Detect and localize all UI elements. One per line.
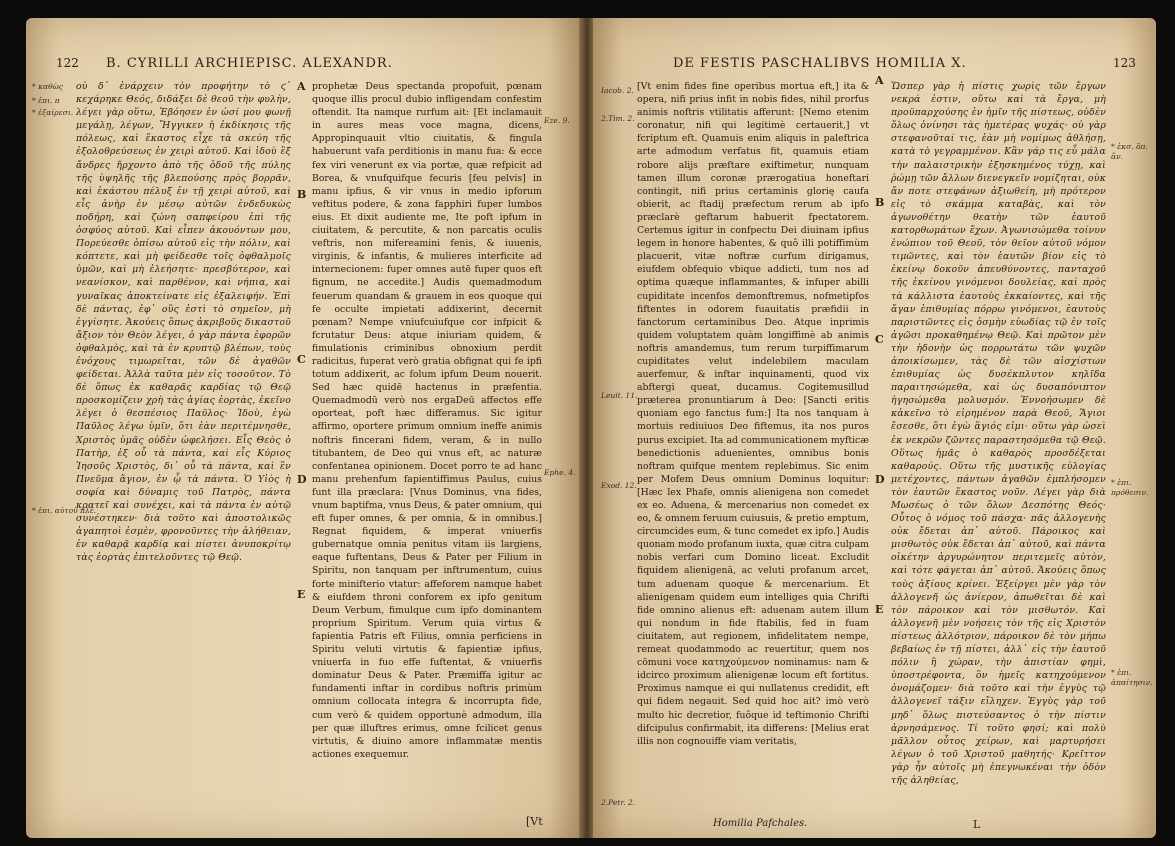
left-right-margin-note-1: Eze. 9.: [544, 116, 570, 125]
left-page-number: 122: [56, 56, 79, 70]
right-latin-column: [Vt enim fides fine operibus mortua eft,] ita & opera, nifi prius infit in nobis fides, nihil prorfus animis noftris vtilitatis afferunt: [Nemo etenim coronatur, nifi qui legitimè certauerit,] vt fcriptum eft. Quamuis enim aliquis in paleftrica arte admodum verfatus fit, quamuis etiam robore alijs præftare exiftimetur, nunquam tamen illum coronæ prærogatiua honeftari contingit, nifi prius certaminis glorię caufa obierit, ac ftadij præfectum rerum ab ipfo præclarè geftarum habuerit fpectatorem. Certemus igitur in confpectu Dei diuinam ipfius legem in honore habentes, & quô illi potiffimùm placuerit, vitæ noftræ curfum dirigamus, eiufdem obfequio vbique addicti, tum nos ad optima quæque inflammantes, & infuper abilli cupiditate incenfos demonftremus, nofmetipfos fiftentes in odorem fuauitatis præfidii in fanctorum certaminibus Deo. Atque inprimis quidem voluptatem quàm longiffimè ab animis noftris amandemus, tum rerum turpiffimarum cupiditates velut indelebilem maculam auerfemur, & inftar inquinamenti, quod vix abftergi queat, ducamus. Cogitemusillud præterea pronuntiarum à Deo: [Sancti eritis quoniam ego fanctus fum:] Ita nos tanquam à mortuis rediuiuos Deo fiftemus, ita nos puros purus excipiet. Ita ad communicationem myfticæ benedictionis aduenientes, omnibus bonis noftram quifque mentem replebimus. Sic enim per Mofem Deus omnium Dominus loquitur: [Hæc lex Phafe, omnis alienigena non comedet ex eo. Aduena, & mercenarius non comedet ex eo, & omnem feruum cuiusuis, & pretio emptum, circumcides eum, & tunc comedet ex ipfo.] Audis quonam modo profanum iuxta, quæ citra culpam nobis verfari cum Domino liceat. Excludit fiquidem alienigenā, ac veluti profanum arcet, tum aduenam quoque & mercenarium. Et alienigenam quidem eum intelliges quia Chrifti fide omnino alienus eft: aduenam autem illum qui nondum in fide ftabilis, fed in fuam ciuitatem, aut regionem, infidelitatem nempe, remeat quodammodo ac reuertitur, quem nos cōmuni voce κατηχούμενον nominamus: nam & idcirco proximum alienigenæ locum eft fortitus. Proximus namque ei qui nullatenus credidit, eft qui fidem negauit. Sed quid hoc ait? imò verò multo hic decretior, fuôque id teftimonio Chrifti difcipulus confirmabit, ita differens: [Melius erat illis non cognouiffe viam veritatis,: [637, 81, 869, 747]
left-right-margin-note-2: Ephe. 4.: [544, 468, 576, 477]
section-letter-e-left: E: [297, 588, 306, 601]
right-left-margin-note-5: 2.Petr. 2.: [601, 798, 636, 807]
left-margin-note-3: * ἐξαίρεσι.: [32, 108, 74, 117]
left-page: [26, 18, 581, 838]
right-margin-note-2: * ἐπι. πρόθεσιν.: [1111, 478, 1149, 497]
right-left-margin-note-4: Exod. 12.: [601, 481, 637, 490]
right-page-number: 123: [1113, 56, 1136, 70]
left-latin-column: prophetæ Deus spectanda propofuit, pœnam quoque illis procul dubio infligendam confestim oftendit. Ita namque rurfum ait: [Et inclamauit in aures meas voce magna, dicens, Appropinquauit vltio ciuitatis, & fingula habuerunt vafa perditionis in manu fua: & ecce fex viri venerunt ex via portæ, quæ refpicit ad Borea, & vnufquifque fecuris [feu pelvis] in manu ipfius, & vir vnus in medio ipforum veftitus podere, & zona fapphiri fuper lumbos eius. Et dixit audiente me, Ite poft ipfum in ciuitatem, & percutite, & non parcatis oculis veftris, non mifereamini fenis, & iuuenis, virginis, & infantis, & mulieres interficite ad internecionem: fuper omnes autē fuper quos eft fignum, ne accedite.] Audis quemadmodum feuerum quandam & grauem in eos quoque qui fe occulte impietati addixerint, decernit pœnam? Nempe vniufcuiufque cor infpicit & fcrutatur Deus: atque iniuriam quidem, & fimulationis criminibus obnoxium perdit radicitus, fuperat verò gratia obfignat qui fe ipfi totum addixerit, ac folum ipfum Deum nouerit. Sed hæc quidē hactenus in præfentia. Quemadmodū verò nos ergaDeū affectos effe oporteat, poft hæc differamus. Sic igitur affirmo, oportere primum omnium ineffe animis noftris fincerani fidem, veram, & in nullo titubantem, de Deo qui vnus eft, ac naturæ confentanea opinionem. Docet porro te ad hanc manu prehenfum fapientiffimus Paulus, cuius funt illa præclara: [Vnus Dominus, vna fides, vnum baptifma, vnus Deus, & pater omnium, qui eft fuper omnes, & per omnia, & in omnibus.] Regnat fiquidem, & imperat vniuerfis gubernatque omnia penitus vitam iis largiens, eaque fuftentans, Deus & Pater per Filium in Spiritu, non tanquam per inftrumentum, cuius forte minifterio vtatur: affeforem namque habet & eiufdem throni conforem ex ipfo genitum Deum Verbum, fimulque cum ipfo dominantem proprium Spiritum. Verum quia virtus & fapientia Patris eft Filius, omnia perficiens in Spiritu veluti virtutis & fapientiæ ipfius, vniuerfa in fuo effe fuftentat, & vniuerfis dominatur Deus & Pater. Præmiffa igitur ac fundamenti inftar in cordibus noftris primùm omnium collocata integra & incorrupta fide, cum verò & quidem opportunè admodum, illa per quæ illuftres erimus, omne fcilicet genus virtutis, & diuino amore inflammatæ mentis actiones exequemur.: [312, 81, 542, 760]
left-margin-note-1: * καθὼς: [32, 82, 63, 91]
right-margin-note-1: * ἐκσ. ὅπ. ἄν.: [1111, 142, 1148, 161]
right-left-margin-note-3: Leuit. 11.: [601, 391, 638, 400]
section-letter-b-left: B: [297, 188, 307, 201]
right-running-head: DE FESTIS PASCHALIBVS HOMILIA X.: [673, 56, 967, 71]
catchword: [Vt: [526, 815, 543, 828]
section-letter-a-left: A: [297, 80, 306, 93]
left-margin-note-2: * ἐπι. π: [32, 96, 60, 105]
page-footer: Homilia Pafchales.: [713, 818, 808, 829]
left-running-head: B. CYRILLI ARCHIEPISC. ALEXANDR.: [106, 56, 393, 71]
section-letter-e-right: E: [875, 603, 884, 616]
section-letter-c-right: C: [875, 333, 884, 346]
section-letter-d-left: D: [297, 473, 307, 486]
right-margin-note-3: * ἐπι. ἀπαίτησιν.: [1111, 668, 1153, 687]
left-margin-note-4: * ἐπι. αὐτοῦ πλε.: [32, 506, 97, 515]
right-left-margin-note-1: Iacob. 2.: [601, 86, 634, 95]
open-book: [26, 18, 1156, 838]
section-letter-c-left: C: [297, 353, 306, 366]
section-letter-a-right: A: [875, 74, 884, 87]
section-letter-b-right: B: [875, 196, 885, 209]
right-left-margin-note-2: 2.Tim. 2.: [601, 114, 635, 123]
left-greek-column: οὐ δ᾽ ἐνάρχειν τὸν προφήτην τὸ ϛ᾽ κεχάρηκε Θεός, διδάξει δὲ θεοῦ τὴν φυλὴν, λέγει γὰρ οὕτω, Ἐβόησεν ἐν ὠσί μου φωνῇ μεγάλῃ, λέγων, Ἤγγικεν ἡ ἐκδίκησις τῆς πόλεως, καὶ ἕκαστος εἶχε τὰ σκεύη τῆς ἐξολοθρεύσεως ἐν χειρὶ αὐτοῦ. Καὶ ἰδοὺ ἓξ ἄνδρες ἤρχοντο ἀπὸ τῆς ὁδοῦ τῆς πύλης τῆς ὑψηλῆς τῆς βλεπούσης πρὸς βορρᾶν, καὶ ἑκάστου πέλυξ ἐν τῇ χειρὶ αὐτοῦ, καὶ εἷς ἀνὴρ ἐν μέσῳ αὐτῶν ἐνδεδυκὼς ποδήρη, καὶ ζώνη σαπφείρου ἐπὶ τῆς ὀσφύος αὐτοῦ. Καὶ εἶπεν ἀκουόντων μου, Πορεύεσθε ὀπίσω αὐτοῦ εἰς τὴν πόλιν, καὶ κόπτετε, καὶ μὴ φείδεσθε τοῖς ὀφθαλμοῖς ὑμῶν, καὶ μὴ ἐλεήσητε· πρεσβύτερον, καὶ νεανίσκον, καὶ παρθένον, καὶ νήπια, καὶ γυναῖκας ἀποκτείνατε εἰς ἐξαλειφήν. Ἐπὶ δὲ πάντας, ἐφ᾽ οὓς ἐστὶ τὸ σημεῖον, μὴ ἐγγίσητε. Ἀκούεις ὅπως ἀκριβοῦς δικαστοῦ ἄξιον τὸν Θεὸν λέγει, ὁ γὰρ πάντα ἐφορῶν ὀφθαλμὸς, καὶ τὰ ἐν κρυπτῷ βλέπων, τοὺς ἐνόχους τιμωρεῖται, τῶν δὲ ἀγαθῶν φείδεται. Ἀλλὰ ταῦτα μὲν εἰς τοσοῦτον. Τὸ δὲ ὅπως ἐκ καθαρᾶς καρδίας τῷ Θεῷ προσκομίζειν χρὴ τὰς ἁγίας ἑορτὰς, ἐκεῖνο λέγει ὁ θεσπέσιος Παῦλος· Ἰδοὺ, ἐγὼ Παῦλος λέγω ὑμῖν, ὅτι ἐὰν περιτέμνησθε, Χριστὸς ὑμᾶς οὐδὲν ὠφελήσει. Εἷς Θεὸς ὁ Πατὴρ, ἐξ οὗ τὰ πάντα, καὶ εἷς Κύριος Ἰησοῦς Χριστὸς, δι᾽ οὗ τὰ πάντα, καὶ ἓν Πνεῦμα ἅγιον, ἐν ᾧ τὰ πάντα. Ὁ Υἱὸς ἡ σοφία καὶ δύναμις τοῦ Πατρὸς, πάντα κρατεῖ καὶ συνέχει, καὶ τὰ πάντα ἐν αὐτῷ συνέστηκεν· διὰ τοῦτο καὶ ἀποστολικῶς ἀγαπητοὶ ἐσμὲν, φρονοῦντες τὴν ἀλήθειαν, ἐν καθαρᾷ καρδίᾳ καὶ πίστει ἀνυποκρίτῳ τὰς ἑορτὰς ἐπιτελοῦντες τῷ Θεῷ.: [76, 81, 291, 564]
right-page: [593, 18, 1156, 838]
signature-mark: L: [973, 818, 981, 831]
section-letter-d-right: D: [875, 473, 885, 486]
right-greek-column: Ὥσπερ γὰρ ἡ πίστις χωρὶς τῶν ἔργων νεκρά ἐστιν, οὕτω καὶ τὰ ἔργα, μὴ προϋπαρχούσης ἐν ἡμῖν τῆς πίστεως, οὐδὲν ὅλως ὀνίνησι τὰς ἡμετέρας ψυχάς· οὐ γὰρ στεφανοῦταί τις, ἐὰν μὴ νομίμως ἀθλήσῃ, κατὰ τὸ γεγραμμένον. Κἂν γάρ τις εὖ μάλα τὴν παλαιστρικὴν ἐξησκημένος τύχῃ, καὶ ῥώμῃ τῶν ἄλλων διενεγκεῖν νομίζηται, οὐκ ἄν ποτε στεφάνων ἀξιωθείη, μὴ πρότερον εἰς τὸ σκάμμα καταβὰς, καὶ τὸν ἀγωνοθέτην θεατὴν τῶν ἑαυτοῦ κατορθωμάτων ἔχων. Ἀγωνισώμεθα τοίνυν ἐνώπιον τοῦ Θεοῦ, τὸν θεῖον αὐτοῦ νόμον τιμῶντες, καὶ τὸν ἑαυτῶν βίον εἰς τὸ ἐκείνῳ δοκοῦν ἀπευθύνοντες, πανταχοῦ τῆς ἐκείνου γινόμενοι δουλείας, καὶ πρὸς τὰ κάλλιστα ἑαυτοὺς ἐκκαίοντες, καὶ τῆς ἄγαν ἐπιθυμίας πόρρω γινόμενοι, ἑαυτοὺς παριστῶντες εἰς ὀσμὴν εὐωδίας τῷ ἐν τοῖς ἀγῶσι προκαθημένῳ Θεῷ. Καὶ πρῶτον μὲν τὴν ἡδονὴν ὡς πορρωτάτω τῶν ψυχῶν ἀποικίσωμεν, τὰς δὲ τῶν αἰσχίστων ἐπιθυμίας ὡς δυσέκπλυτον κηλῖδα παραιτησώμεθα, καὶ ὡς δυσαπόνιπτον ἡγησώμεθα μολυσμόν. Ἐννοήσωμεν δὲ κἀκεῖνο τὸ εἰρημένον παρὰ Θεοῦ, Ἅγιοι ἔσεσθε, ὅτι ἐγὼ ἅγιός εἰμι· οὕτω γὰρ ὡσεὶ ἐκ νεκρῶν ζῶντες παραστησόμεθα τῷ Θεῷ. Οὕτως ἡμᾶς ὁ καθαρὸς προσδέξεται καθαρούς. Οὕτω τῆς μυστικῆς εὐλογίας μετέχοντες, πάντων ἀγαθῶν ἐμπλήσομεν τὸν ἑαυτῶν ἕκαστος νοῦν. Λέγει γὰρ διὰ Μωσέως ὁ τῶν ὅλων Δεσπότης Θεός· Οὗτος ὁ νόμος τοῦ πάσχα· πᾶς ἀλλογενὴς οὐκ ἔδεται ἀπ᾽ αὐτοῦ. Πάροικος καὶ μισθωτὸς οὐκ ἔδεται ἀπ᾽ αὐτοῦ, καὶ πάντα οἰκέτην ἀργυρώνητον περιτεμεῖς αὐτὸν, καὶ τότε φάγεται ἀπ᾽ αὐτοῦ. Ἀκούεις ὅπως τοὺς ἀξίους κρίνει. Ἐξείργει μὲν γὰρ τὸν ἀλλογενῆ ὡς ἀνίερον, ἀπωθεῖται δὲ καὶ τὸν πάροικον καὶ τὸν μισθωτόν. Καὶ ἀλλογενῆ μὲν νοήσεις τὸν τῆς εἰς Χριστὸν πίστεως ἀλλότριον, πάροικον δὲ τὸν μήπω βεβαίως ἐν τῇ πίστει, ἀλλ᾽ εἰς τὴν ἑαυτοῦ πόλιν ἢ χώραν, τὴν ἀπιστίαν φημὶ, ὑποστρέφοντα, ὃν ἡμεῖς κατηχούμενον ὀνομάζομεν· διὰ τοῦτο καὶ τὴν ἐγγὺς τῷ ἀλλογενεῖ τάξιν εἴληχεν. Ἐγγὺς γὰρ τοῦ μηδ᾽ ὅλως πιστεύσαντος ὁ τὴν πίστιν ἀρνησάμενος. Τί τοῦτο φησί; καὶ πολὺ μᾶλλον οὗτος χείρων, καὶ μαρτυρήσει λέγων ὁ τοῦ Χριστοῦ μαθητής· Κρεῖττον γὰρ ἦν αὐτοῖς μὴ ἐπεγνωκέναι τὴν ὁδὸν τῆς ἀληθείας,: [891, 81, 1106, 786]
